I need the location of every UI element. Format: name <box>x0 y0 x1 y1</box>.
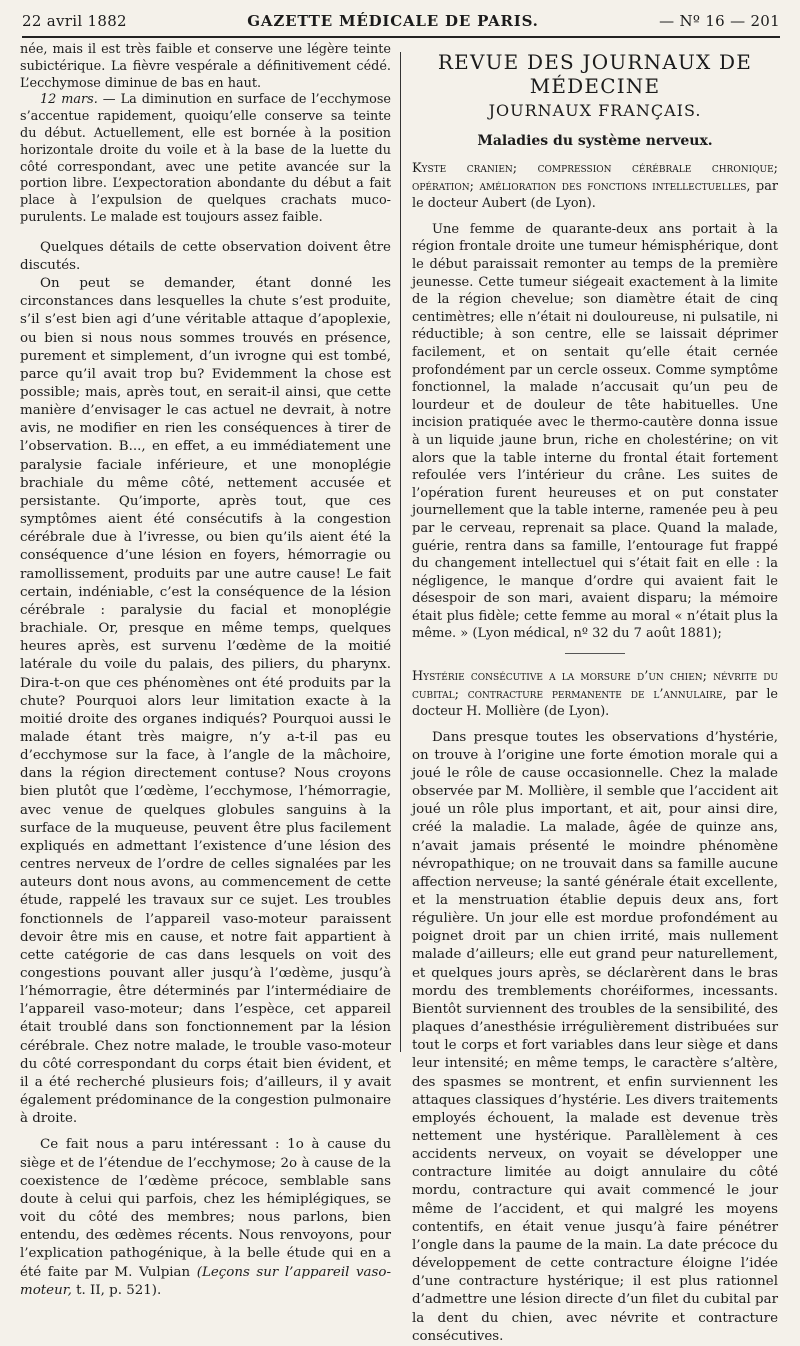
left-paragraph-3: Quelques détails de cette observation doivent être discutés. <box>20 239 391 273</box>
article-2-author: par le docteur H. Mollière (de Lyon). <box>412 686 778 720</box>
left-paragraph-2-text: — La diminution en surface de l’ecchymose s’accentue rapidement, quoiqu’elle conserve sa teinte du début. Actuellement, elle est bornée à la position horizontale droite du voile et à la base de la luette du côté correspondant, avec une petite avancée sur la portion libre. L’expectoration abondante du début a fait place à l’expulsion de quelques crachats muco-purulents. Le malade est toujours assez faible. <box>20 92 391 225</box>
left-paragraph-4: On peut se demander, étant donné les circonstances dans lesquelles la chute s’est produite, s’il s’est bien agi d’une véritable attaque d’apoplexie, ou bien si nous nous sommes trouvés en présence, purement et simplement, d’un ivrogne qui est tombé, parce qu’il avait trop bu? Evidemment la chose est possible; mais, après tout, en serait-il ainsi, que cette manière d’envisager le cas actuel ne devrait, à notre avis, ne modifier en rien les conséquences à tirer de l’observation. B..., en effet, a eu immédiatement une paralysie faciale inférieure, et une monoplégie brachiale du même côté, nettement accusée et persistante. Qu’importe, après tout, que ces symptômes aient été consécutifs à la congestion cérébrale due à l’ivresse, ou bien qu’ils aient été la conséquence d’une lésion en foyers, hémorragie ou ramollissement, produits par une autre cause! Le fait certain, indéniable, c’est la conséquence de la lésion cérébrale : paralysie du facial et monoplégie brachiale. Or, presque en même temps, quelques heures après, est survenu l’œdème de la moitié latérale du voile du palais, des piliers, du pharynx. Dira-t-on que ces phénomènes ont été produits par la chute? Pourquoi alors leur limitation exacte à la moitié droite des organes indiqués? Pourquoi aussi le malade étant très maigre, n’y a-t-il pas eu d’ecchymose sur la face, à l’angle de la mâchoire, dans la région directement contuse? Nous croyons bien plutôt que l’œdème, l’ecchymose, l’hémorragie, avec venue de quelques globules sanguins à la surface de la muqueuse, peuvent être plus facilement expliqués en admettant l’existence d’une lésion des centres nerveux de l’ordre de celles signalées par les auteurs dont nous avons, au commencement de cette étude, rappelé les travaux sur ce sujet. Les troubles fonctionnels de l’appareil vaso-moteur paraissent devoir être mis en cause, et notre fait appartient à cette catégorie de cas dans lesquels on voit des congestions pouvant aller jusqu’à l’œdème, jusqu’à l’hémorragie, être déterminés par l’intermédiaire de l’appareil vaso-moteur; dans l’espèce, cet appareil était troublé dans son fonctionnement par la lésion cérébrale. Chez notre malade, le trouble vaso-moteur du côté correspondant du corps était bien évident, et il a été recherché plusieurs fois; d’ailleurs, il y avait également prédominance de la congestion pulmonaire à droite. <box>20 276 391 1127</box>
header-rule <box>22 36 780 38</box>
article-2-body: Dans presque toutes les observations d’hystérie, on trouve à l’origine une forte émotion morale qui a joué le rôle de cause occasionnelle. Chez la malade observée par M. Mollière, il semble que l’accident ait joué un rôle plus important, et ait, pour ainsi dire, créé la maladie. La malade, âgée de quinze ans, n’avait jamais présenté le moindre phénomène névropathique; on ne trouvait dans sa famille aucune affection nerveuse; la santé générale était excellente, et la menstruation établie depuis deux ans, fort régulière. Un jour elle est mordue profondément au poignet droit par un chien irrité, mais nullement malade d’ailleurs; elle eut grand peur naturellement, et quelques jours après, se déclarèrent dans le bras mordu des tremblements choréiformes, incessants. Bientôt surviennent des troubles de la sensibilité, des plaques d’anesthésie irrégulièrement distribuées sur tout le corps et fort variables dans leur siège et dans leur intensité; en même temps, le caractère s’altère, des spasmes se montrent, et enfin surviennent les attaques classiques d’hystérie. Les divers traitements employés échouent, la malade est devenue très nettement une hystérique. Parallèlement à ces accidents nerveux, on voyait se développer une contracture limitée au doigt annulaire du côté mordu, contracture qui avait commencé le jour même de l’accident, et qui malgré les moyens contentifs, en était venue jusqu’à faire pénétrer l’ongle dans la paume de la main. La date précoce du développement de cette contracture éloigne l’idée d’une contracture hystérique; il est plus rationnel d’admettre une lésion directe d’un filet du cubital par la dent du chien, avec névrite et contracture consécutives. <box>412 729 779 1344</box>
vulpian-citation: (Leçons sur l’appareil vaso-moteur, <box>20 1264 391 1298</box>
left-paragraph-5-end: t. II, p. 521). <box>71 1282 162 1298</box>
left-paragraph-2 <box>20 92 391 226</box>
journaux-heading: JOURNAUX FRANÇAIS. <box>488 101 702 120</box>
page-header <box>22 12 780 34</box>
column-divider <box>400 52 401 1052</box>
left-column <box>20 42 391 1300</box>
header-issue: — Nº 16 — 201 <box>659 12 780 30</box>
revue-heading: REVUE DES JOURNAUX DE MÉDECINE <box>437 50 753 98</box>
article-1-title <box>412 160 778 213</box>
article-separator <box>565 653 625 654</box>
right-column <box>412 42 778 1346</box>
article-1-author: par le docteur Aubert (de Lyon). <box>412 178 778 212</box>
article-1-heading: Kyste cranien; compression cérébrale chronique; opération; amélioration des fonctions intellectuelles, <box>412 161 778 194</box>
section-title: Maladies du système nerveux. <box>477 133 713 150</box>
article-1-body: Une femme de quarante-deux ans portait à la région frontale droite une tumeur hémisphérique, dont le début paraissait remonter au temps de la première jeunesse. Cette tumeur siégeait exactement à la limite de la région chevelue; son diamètre était de cinq centimètres; elle n’était ni douloureuse, ni pulsatile, ni réductible; à son centre, elle se laissait déprimer facilement, et on sentait qu’elle était cernée profondément par un cercle osseux. Comme symptôme fonctionnel, la malade n’accusait qu’un peu de lourdeur et de douleur de tête habituelles. Une incision pratiquée avec le thermo-cautère donna issue à un liquide jaune brun, riche en cholestérine; on vit alors que la table interne du frontal était fortement refoulée vers l’intérieur du crâne. Les suites de l’opération furent heureuses et on put constater journellement que la table interne, ramenée peu à peu par le cerveau, reprenait sa place. Quand la malade, guérie, rentra dans sa famille, l’entourage fut frappé du changement intellectuel qui s’était fait en elle : la négligence, le manque d’ordre qui avaient fait le désespoir de son mari, avaient disparu; la mémoire était plus fidèle; cette femme au moral « n’était plus la même. » (Lyon médical, nº 32 du 7 août 1881); <box>412 221 778 642</box>
left-paragraph-5-text: Ce fait nous a paru intéressant : 1o à cause du siège et de l’étendue de l’ecchymose; 2o à cause de la coexistence de l’œdème précoce, semblable sans doute à celui qui parfois, chez les hémiplégiques, se voit du côté des membres; nous parlons, bien entendu, des œdèmes récents. Nous renvoyons, pour l’explication pathogénique, à la belle étude qui en a été faite par M. Vulpian <box>20 1137 391 1280</box>
left-paragraph-1: née, mais il est très faible et conserve une légère teinte subictérique. La fièvre vespérale a définitivement cédé. L’ecchymose diminue de bas en haut. <box>20 42 391 91</box>
article-2-heading: Hystérie consécutive a la morsure d’un chien; névrite du cubital; contracture permanente de l’annulaire, <box>412 669 778 702</box>
header-date: 22 avril 1882 <box>22 12 127 30</box>
article-2-title <box>412 668 778 721</box>
header-title: GAZETTE MÉDICALE DE PARIS. <box>247 12 539 30</box>
left-paragraph-5 <box>20 1136 391 1299</box>
date-12-mars: 12 mars. <box>40 92 98 108</box>
